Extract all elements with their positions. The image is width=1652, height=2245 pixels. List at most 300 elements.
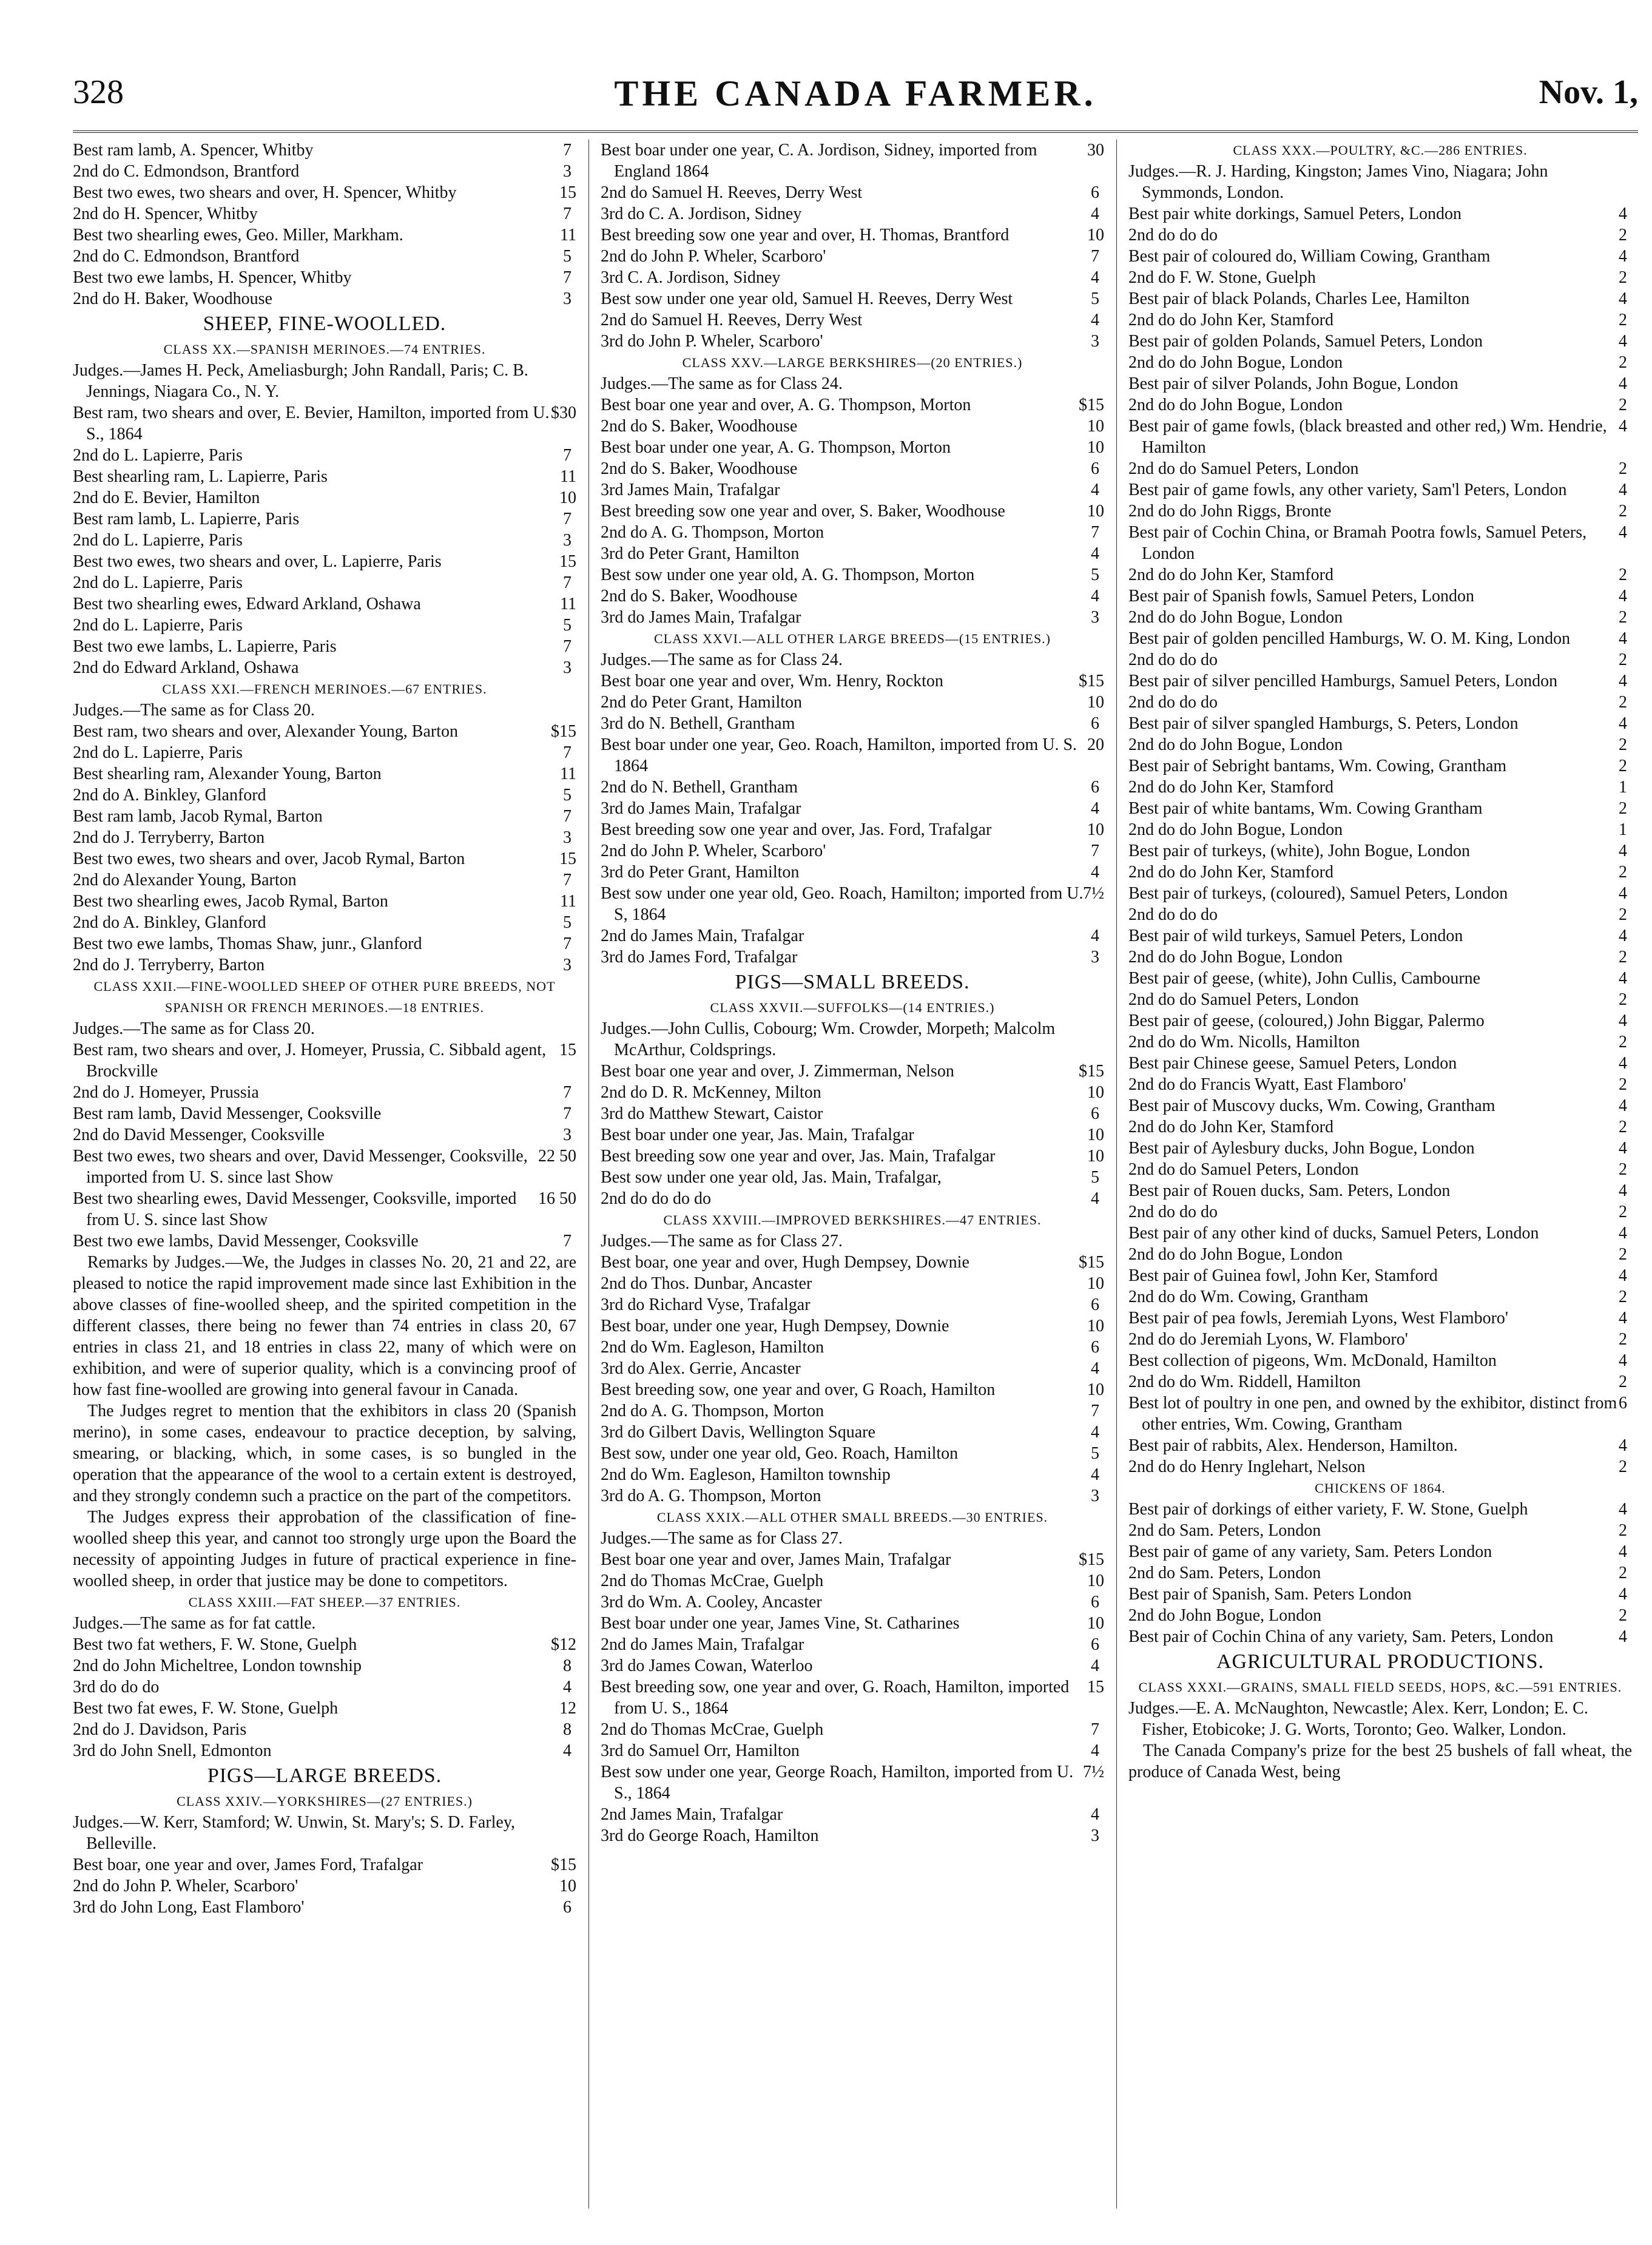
prize-entry: [601, 1655, 1104, 1676]
entry-text: 3rd do John Snell, Edmonton: [73, 1741, 272, 1760]
class-heading: CLASS XXIII.—FAT SHEEP.—37 ENTRIES.: [188, 1595, 461, 1610]
entry-text: 2nd do do Henry Inglehart, Nelson: [1128, 1457, 1366, 1476]
prize-amount: 2: [1619, 650, 1627, 669]
prize-amount: 2: [1619, 1160, 1627, 1179]
entry-text: 2nd do N. Bethell, Grantham: [601, 778, 798, 797]
prize-entry: [73, 593, 576, 615]
prize-entry: [1128, 1626, 1632, 1647]
prize-entry: [601, 1422, 1104, 1443]
entry-text: Best boar one year and over, Wm. Henry, Rockton: [601, 672, 943, 690]
prize-entry: [601, 1570, 1104, 1592]
entry-text: 2nd do do Samuel Peters, London: [1128, 459, 1359, 478]
prize-entry: [1128, 522, 1632, 564]
prize-entry: [73, 742, 576, 763]
prize-amount: 5: [1091, 289, 1099, 308]
entry-text: Best boar under one year, Jas. Main, Trafalgar: [601, 1126, 914, 1144]
prize-amount: 3: [563, 956, 571, 974]
entry-text: Best pair of silver spangled Hamburgs, S. Peters, London: [1128, 714, 1519, 733]
entry-text: Best shearling ram, L. Lapierre, Paris: [73, 467, 328, 486]
prize-amount: 2: [1619, 1245, 1627, 1264]
prize-amount: 2: [1619, 1457, 1627, 1476]
entry-text: 2nd do do Samuel Peters, London: [1128, 1160, 1359, 1179]
entry-text: Best two ewes, two shears and over, L. Lapierre, Paris: [73, 552, 442, 571]
prize-entry: [1128, 394, 1632, 416]
prize-entry: [601, 1613, 1104, 1634]
entry-text: 2nd do do John Bogue, London: [1128, 735, 1343, 754]
prize-entry: [73, 1740, 576, 1761]
entry-text: 2nd do D. R. McKenney, Milton: [601, 1083, 821, 1102]
entry-text: Best boar one year and over, A. G. Thompson, Morton: [601, 396, 971, 414]
prize-entry: [601, 1103, 1104, 1124]
class-heading: CLASS XXVII.—SUFFOLKS—(14 ENTRIES.): [710, 1000, 995, 1015]
prize-entry: [601, 862, 1104, 883]
entry-text: 2nd do C. Edmondson, Brantford: [73, 247, 300, 266]
entry-text: 2nd do do do do: [601, 1189, 711, 1208]
entry-text: 2nd do do John Bogue, London: [1128, 948, 1343, 967]
prize-amount: 22 50: [538, 1147, 576, 1166]
prize-entry: [1128, 607, 1632, 628]
prize-amount: 7: [563, 446, 571, 465]
prize-amount: 3: [563, 658, 571, 677]
entry-text: 3rd do James Main, Trafalgar: [601, 799, 801, 818]
entry-text: 3rd do Matthew Stewart, Caistor: [601, 1104, 823, 1123]
prize-amount: 6: [1091, 778, 1099, 797]
entry-text: 3rd do John Long, East Flamboro': [73, 1898, 305, 1917]
prize-entry: [601, 267, 1104, 288]
prize-amount: 2: [1619, 693, 1627, 712]
entry-text: Best boar under one year, C. A. Jordison, Sidney, imported from England 1864: [601, 141, 1037, 181]
entry-text: 2nd do Thomas McCrae, Guelph: [601, 1720, 824, 1739]
prize-entry: [601, 1634, 1104, 1655]
entry-text: 2nd do J. Homeyer, Prussia: [73, 1083, 259, 1102]
entry-text: Best pair of golden Polands, Samuel Peters, London: [1128, 332, 1483, 351]
judges-line: Judges.—James H. Peck, Ameliasburgh; John Randall, Paris; C. B. Jennings, Niagara Co., N. Y.: [73, 361, 528, 401]
prize-amount: 3: [1091, 1826, 1099, 1845]
prize-amount: 6: [1091, 1593, 1099, 1612]
prize-entry: [601, 1740, 1104, 1761]
entry-text: 2nd do do John Ker, Stamford: [1128, 311, 1333, 329]
prize-amount: 2: [1619, 757, 1627, 775]
prize-entry: [1128, 1265, 1632, 1286]
prize-entry: [73, 954, 576, 976]
prize-amount: 6: [1091, 1338, 1099, 1357]
section-heading: SHEEP, FINE-WOOLLED.: [203, 312, 447, 335]
prize-amount: 4: [1619, 629, 1627, 648]
prize-entry: [73, 203, 576, 224]
prize-entry: [1128, 479, 1632, 501]
prize-amount: 11: [560, 765, 576, 783]
prize-amount: 15: [1087, 1678, 1104, 1696]
prize-entry: [601, 1676, 1104, 1719]
prize-amount: 4: [1619, 1181, 1627, 1200]
prize-amount: $15: [1079, 672, 1104, 690]
prize-entry: [601, 1146, 1104, 1167]
prize-amount: 10: [1087, 1614, 1104, 1633]
prize-entry: [73, 402, 576, 445]
prize-amount: 3: [563, 289, 571, 308]
class-heading: CLASS XXV.—LARGE BERKSHIRES—(20 ENTRIES.): [682, 355, 1023, 370]
prize-entry: [1128, 798, 1632, 819]
entry-text: Best two ewe lambs, Thomas Shaw, junr., Glanford: [73, 934, 422, 953]
entry-text: Best breeding sow one year and over, H. Thomas, Brantford: [601, 226, 1010, 245]
entry-text: Best lot of poultry in one pen, and owned by the exhibitor, distinct from other entries, Wm. Cowing, Grantham: [1128, 1394, 1617, 1434]
prize-amount: 4: [1619, 1351, 1627, 1370]
prize-amount: 10: [1087, 820, 1104, 839]
entry-text: 2nd do do John Ker, Stamford: [1128, 863, 1333, 882]
entry-text: 2nd do H. Baker, Woodhouse: [73, 289, 272, 308]
prize-amount: 2: [1619, 735, 1627, 754]
prize-entry: [601, 1315, 1104, 1337]
prize-amount: $15: [551, 1855, 576, 1874]
prize-entry: [73, 806, 576, 827]
prize-amount: 6: [1091, 1635, 1099, 1654]
entry-text: Best sow under one year, George Roach, Hamilton, imported from U. S., 1864: [601, 1763, 1074, 1803]
prize-entry: [73, 267, 576, 288]
prize-amount: 5: [1091, 1168, 1099, 1187]
prize-amount: 7: [563, 743, 571, 762]
judges-line: Judges.—John Cullis, Cobourg; Wm. Crowder, Morpeth; Malcolm McArthur, Coldsprings.: [601, 1019, 1056, 1059]
prize-amount: 7: [563, 1083, 571, 1102]
prize-amount: 7: [563, 1232, 571, 1251]
prize-amount: $15: [1079, 1062, 1104, 1081]
prize-amount: 3: [563, 162, 571, 181]
entry-text: 2nd James Main, Trafalgar: [601, 1805, 783, 1824]
prize-entry: [73, 636, 576, 657]
entry-text: 2nd do J. Terryberry, Barton: [73, 828, 265, 847]
prize-entry: [73, 615, 576, 636]
entry-text: 3rd do Alex. Gerrie, Ancaster: [601, 1359, 801, 1378]
column-2: [601, 140, 1104, 2209]
prize-amount: 2: [1619, 948, 1627, 967]
entry-text: Best two ewe lambs, H. Spencer, Whitby: [73, 268, 352, 287]
prize-amount: 2: [1619, 226, 1627, 245]
prize-entry: [601, 798, 1104, 819]
entry-text: 3rd do A. G. Thompson, Morton: [601, 1487, 821, 1505]
entry-text: 2nd do do John Bogue, London: [1128, 353, 1343, 372]
prize-entry: [73, 1082, 576, 1103]
prize-entry: [601, 182, 1104, 203]
entry-text: Best pair of any other kind of ducks, Samuel Peters, London: [1128, 1224, 1539, 1243]
prize-amount: 4: [1091, 1189, 1099, 1208]
entry-text: 2nd do do Jeremiah Lyons, W. Flamboro': [1128, 1330, 1408, 1349]
prize-entry: [601, 1252, 1104, 1273]
prize-amount: 7: [563, 573, 571, 592]
prize-amount: 4: [1091, 1656, 1099, 1675]
class-heading: CHICKENS OF 1864.: [1315, 1480, 1446, 1496]
entry-text: 2nd do F. W. Stone, Guelph: [1128, 268, 1316, 287]
entry-text: 2nd do A. G. Thompson, Morton: [601, 1402, 824, 1420]
prize-amount: 10: [1087, 1572, 1104, 1590]
prize-entry: [601, 458, 1104, 479]
prize-entry: [601, 1443, 1104, 1464]
entry-text: 2nd do Wm. Eagleson, Hamilton township: [601, 1465, 891, 1484]
entry-text: Best pair of wild turkeys, Samuel Peters, London: [1128, 927, 1463, 945]
entry-text: Best sow, under one year old, Geo. Roach, Hamilton: [601, 1444, 959, 1463]
prize-entry: [1128, 1329, 1632, 1350]
entry-text: Best pair of silver Polands, John Bogue, London: [1128, 374, 1458, 393]
entry-text: Best pair of Muscovy ducks, Wm. Cowing, Grantham: [1128, 1096, 1495, 1115]
prize-amount: 8: [563, 1720, 571, 1739]
prize-entry: [601, 1188, 1104, 1209]
prize-entry: [1128, 734, 1632, 755]
prize-amount: 5: [563, 913, 571, 932]
entry-text: 3rd do Wm. A. Cooley, Ancaster: [601, 1593, 822, 1612]
prize-entry: [1128, 246, 1632, 267]
prize-amount: 6: [1091, 459, 1099, 478]
prize-amount: 7: [563, 268, 571, 287]
prize-entry: [1128, 586, 1632, 607]
prize-amount: 3: [1091, 948, 1099, 967]
prize-amount: 2: [1619, 799, 1627, 818]
prize-amount: 4: [1619, 204, 1627, 223]
prize-amount: 4: [1619, 714, 1627, 733]
entry-text: Best boar under one year, Geo. Roach, Hamilton, imported from U. S. 1864: [601, 735, 1077, 775]
remarks-paragraph: Remarks by Judges.—We, the Judges in classes No. 20, 21 and 22, are pleased to notice the rapid improvement made since last Exhibition in the above classes of fine-woolled sheep, and the spirited competition in the different classes, there being no fewer than 74 entries in class 20, 67 entries in class 21, and 18 entries in class 22, many of which were on exhibition, and were of superior quality, which is a convincing proof of how fast fine-woolled are growing into general favour in Canada.: [73, 1253, 576, 1399]
prize-amount: 2: [1619, 863, 1627, 882]
entry-text: 2nd do do John Bogue, London: [1128, 608, 1343, 627]
entry-text: 3rd do James Main, Trafalgar: [601, 608, 801, 627]
entry-text: 3rd do do do: [73, 1678, 160, 1696]
prize-amount: 6: [1091, 183, 1099, 202]
entry-text: 2nd do S. Baker, Woodhouse: [601, 417, 798, 436]
prize-entry: [73, 182, 576, 203]
column-rule: [588, 140, 589, 2209]
entry-text: 2nd do L. Lapierre, Paris: [73, 531, 243, 550]
prize-entry: [1128, 1371, 1632, 1393]
prize-entry: [1128, 883, 1632, 904]
prize-entry: [73, 1698, 576, 1719]
class-heading: CLASS XXI.—FRENCH MERINOES.—67 ENTRIES.: [162, 681, 487, 697]
prize-amount: 10: [1087, 1317, 1104, 1335]
prize-amount: 4: [1619, 1585, 1627, 1604]
prize-entry: [1128, 1308, 1632, 1329]
prize-amount: 5: [1091, 1444, 1099, 1463]
prize-entry: [73, 1231, 576, 1252]
prize-entry: [73, 487, 576, 508]
entry-text: 2nd do Wm. Eagleson, Hamilton: [601, 1338, 824, 1357]
prize-amount: 2: [1619, 268, 1627, 287]
prize-entry: [1128, 692, 1632, 713]
entry-text: 2nd do do John Ker, Stamford: [1128, 1118, 1333, 1136]
column-rule: [1116, 140, 1117, 2209]
prize-amount: $15: [1079, 1253, 1104, 1272]
prize-entry: [1128, 352, 1632, 373]
entry-text: 2nd do John P. Wheler, Scarboro': [73, 1877, 298, 1896]
prize-amount: 1: [1619, 778, 1627, 797]
prize-entry: [73, 530, 576, 551]
prize-entry: [73, 1719, 576, 1740]
entry-text: 2nd do Alexander Young, Barton: [73, 871, 297, 890]
entry-text: Best boar, under one year, Hugh Dempsey, Downie: [601, 1317, 949, 1335]
entry-text: 2nd do John P. Wheler, Scarboro': [601, 247, 826, 266]
prize-amount: 4: [1619, 1500, 1627, 1519]
entry-text: 2nd do do John Bogue, London: [1128, 1245, 1343, 1264]
prize-amount: 2: [1619, 311, 1627, 329]
prize-entry: [601, 309, 1104, 331]
section-heading: AGRICULTURAL PRODUCTIONS.: [1216, 1650, 1545, 1673]
entry-text: 2nd do Sam. Peters, London: [1128, 1521, 1321, 1540]
prize-entry: [73, 1676, 576, 1698]
prize-amount: 7: [563, 1104, 571, 1123]
entry-text: 2nd do do Wm. Riddell, Hamilton: [1128, 1372, 1361, 1391]
prize-amount: 2: [1619, 1372, 1627, 1391]
prize-entry: [73, 827, 576, 848]
prize-entry: [1128, 1541, 1632, 1562]
entry-text: Best pair of golden pencilled Hamburgs, W. O. M. King, London: [1128, 629, 1571, 648]
prize-amount: 4: [1619, 884, 1627, 903]
prize-amount: 2: [1619, 1564, 1627, 1582]
prize-entry: [601, 1464, 1104, 1485]
entry-text: 2nd do J. Davidson, Paris: [73, 1720, 247, 1739]
prize-entry: [1128, 1456, 1632, 1477]
prize-amount: 7: [1091, 523, 1099, 542]
entry-text: 2nd do L. Lapierre, Paris: [73, 743, 243, 762]
prize-amount: 4: [1619, 1266, 1627, 1285]
prize-entry: [1128, 458, 1632, 479]
prize-amount: 30: [1087, 141, 1104, 160]
prize-amount: 10: [1087, 438, 1104, 457]
entry-text: Best pair of game fowls, any other variety, Sam'l Peters, London: [1128, 481, 1567, 499]
prize-entry: [1128, 670, 1632, 692]
prize-entry: [1128, 862, 1632, 883]
prize-amount: 2: [1619, 353, 1627, 372]
prize-entry: [601, 394, 1104, 416]
entry-text: Best pair of silver pencilled Hamburgs, Samuel Peters, London: [1128, 672, 1558, 690]
prize-entry: [1128, 288, 1632, 309]
prize-amount: 2: [1619, 396, 1627, 414]
prize-entry: [73, 785, 576, 806]
prize-amount: 2: [1619, 459, 1627, 478]
prize-amount: 2: [1619, 1330, 1627, 1349]
prize-entry: [601, 1358, 1104, 1379]
entry-text: 3rd do John P. Wheler, Scarboro': [601, 332, 823, 351]
prize-entry: [1128, 1435, 1632, 1456]
prize-amount: 4: [1619, 1054, 1627, 1073]
section-heading: PIGS—SMALL BREEDS.: [735, 971, 970, 993]
entry-text: 2nd do do do: [1128, 226, 1218, 245]
entry-text: Best two shearling ewes, Jacob Rymal, Barton: [73, 892, 388, 911]
prize-entry: [1128, 1393, 1632, 1435]
prize-entry: [1128, 501, 1632, 522]
entry-text: 2nd do Peter Grant, Hamilton: [601, 693, 803, 712]
prize-entry: [73, 1039, 576, 1082]
prize-amount: 10: [1087, 693, 1104, 712]
entry-text: Best pair of turkeys, (coloured), Samuel Peters, London: [1128, 884, 1508, 903]
prize-amount: 4: [1619, 1627, 1627, 1646]
entry-text: 2nd do Thos. Dunbar, Ancaster: [601, 1274, 812, 1293]
entry-text: 3rd James Main, Trafalgar: [601, 481, 780, 499]
prize-entry: [1128, 224, 1632, 246]
entry-text: Best two fat wethers, F. W. Stone, Guelph: [73, 1635, 357, 1654]
prize-entry: [1128, 203, 1632, 224]
entry-text: 2nd do do Samuel Peters, London: [1128, 990, 1359, 1009]
entry-text: Best ram lamb, A. Spencer, Whitby: [73, 141, 314, 160]
entry-text: 2nd do do do: [1128, 905, 1218, 924]
prize-entry: [1128, 1244, 1632, 1265]
prize-amount: 4: [1091, 481, 1099, 499]
prize-entry: [73, 1146, 576, 1188]
entry-text: 2nd do Samuel H. Reeves, Derry West: [601, 183, 863, 202]
entry-text: 2nd do John Micheltree, London township: [73, 1656, 362, 1675]
prize-amount: 5: [563, 786, 571, 805]
entry-text: Best breeding sow, one year and over, G. Roach, Hamilton, imported from U. S., 1864: [601, 1678, 1070, 1718]
prize-entry: [1128, 1159, 1632, 1180]
entry-text: Best pair of geese, (white), John Cullis, Cambourne: [1128, 969, 1481, 988]
prize-amount: 2: [1619, 1075, 1627, 1094]
prize-amount: 2: [1619, 502, 1627, 521]
prize-amount: 11: [560, 595, 576, 613]
entry-text: 2nd do L. Lapierre, Paris: [73, 446, 243, 465]
prize-entry: [601, 1549, 1104, 1570]
prize-entry: [1128, 1074, 1632, 1095]
entry-text: Best ram, two shears and over, Alexander Young, Barton: [73, 722, 458, 741]
entry-text: Best pair of rabbits, Alex. Henderson, Hamilton.: [1128, 1436, 1458, 1455]
prize-entry: [1128, 755, 1632, 777]
prize-entry: [73, 1124, 576, 1146]
prize-entry: [73, 551, 576, 572]
prize-amount: 2: [1619, 1521, 1627, 1540]
prize-amount: 4: [1619, 332, 1627, 351]
prize-amount: 4: [1091, 587, 1099, 606]
prize-entry: [601, 1592, 1104, 1613]
class-heading: CLASS XX.—SPANISH MERINOES.—74 ENTRIES.: [163, 342, 486, 357]
entry-text: Best pair Chinese geese, Samuel Peters, London: [1128, 1054, 1457, 1073]
entry-text: 2nd do S. Baker, Woodhouse: [601, 459, 798, 478]
prize-amount: 2: [1619, 905, 1627, 924]
prize-entry: [1128, 989, 1632, 1010]
prize-entry: [1128, 904, 1632, 925]
prize-entry: [601, 734, 1104, 777]
entry-text: 3rd do Peter Grant, Hamilton: [601, 544, 800, 563]
entry-text: 3rd do George Roach, Hamilton: [601, 1826, 819, 1845]
prize-amount: 10: [1087, 1126, 1104, 1144]
prize-amount: 5: [1091, 565, 1099, 584]
entry-text: Best pair of white bantams, Wm. Cowing Grantham: [1128, 799, 1483, 818]
prize-amount: $15: [1079, 396, 1104, 414]
prize-entry: [73, 1634, 576, 1655]
prize-entry: [1128, 1223, 1632, 1244]
prize-amount: 4: [563, 1741, 571, 1760]
entry-text: 2nd do do John Ker, Stamford: [1128, 565, 1333, 584]
entry-text: Best pair of game of any variety, Sam. Peters London: [1128, 1542, 1492, 1561]
prize-entry: [1128, 713, 1632, 734]
prize-amount: 11: [560, 892, 576, 911]
entry-text: 2nd do James Main, Trafalgar: [601, 927, 804, 945]
entry-text: Best pair of pea fowls, Jeremiah Lyons, West Flamboro': [1128, 1309, 1508, 1328]
prize-entry: [601, 670, 1104, 692]
prize-amount: 7: [563, 934, 571, 953]
class-heading: CLASS XXIV.—YORKSHIRES—(27 ENTRIES.): [177, 1794, 473, 1809]
entry-text: 2nd do L. Lapierre, Paris: [73, 573, 243, 592]
entry-text: 2nd do do John Bogue, London: [1128, 820, 1343, 839]
prize-amount: 15: [559, 183, 576, 202]
masthead: [73, 73, 1638, 133]
entry-text: Best breeding sow one year and over, Jas. Main, Trafalgar: [601, 1147, 996, 1166]
prize-amount: 6: [1619, 1394, 1627, 1413]
entry-text: Best sow under one year old, Samuel H. Reeves, Derry West: [601, 289, 1013, 308]
entry-text: 3rd do Gilbert Davis, Wellington Square: [601, 1423, 875, 1442]
prize-amount: 7½: [1083, 1763, 1104, 1781]
prize-entry: [601, 479, 1104, 501]
entry-text: 2nd do do Francis Wyatt, East Flamboro': [1128, 1075, 1406, 1094]
prize-amount: 4: [1091, 544, 1099, 563]
entry-text: Best pair of Cochin China, or Bramah Pootra fowls, Samuel Peters, London: [1128, 523, 1587, 563]
prize-amount: 16 50: [538, 1189, 576, 1208]
entry-text: Best boar under one year, James Vine, St. Catharines: [601, 1614, 960, 1633]
prize-entry: [73, 1103, 576, 1124]
judges-line: Judges.—The same as for Class 27.: [601, 1232, 843, 1251]
entry-text: 2nd do do do: [1128, 650, 1218, 669]
